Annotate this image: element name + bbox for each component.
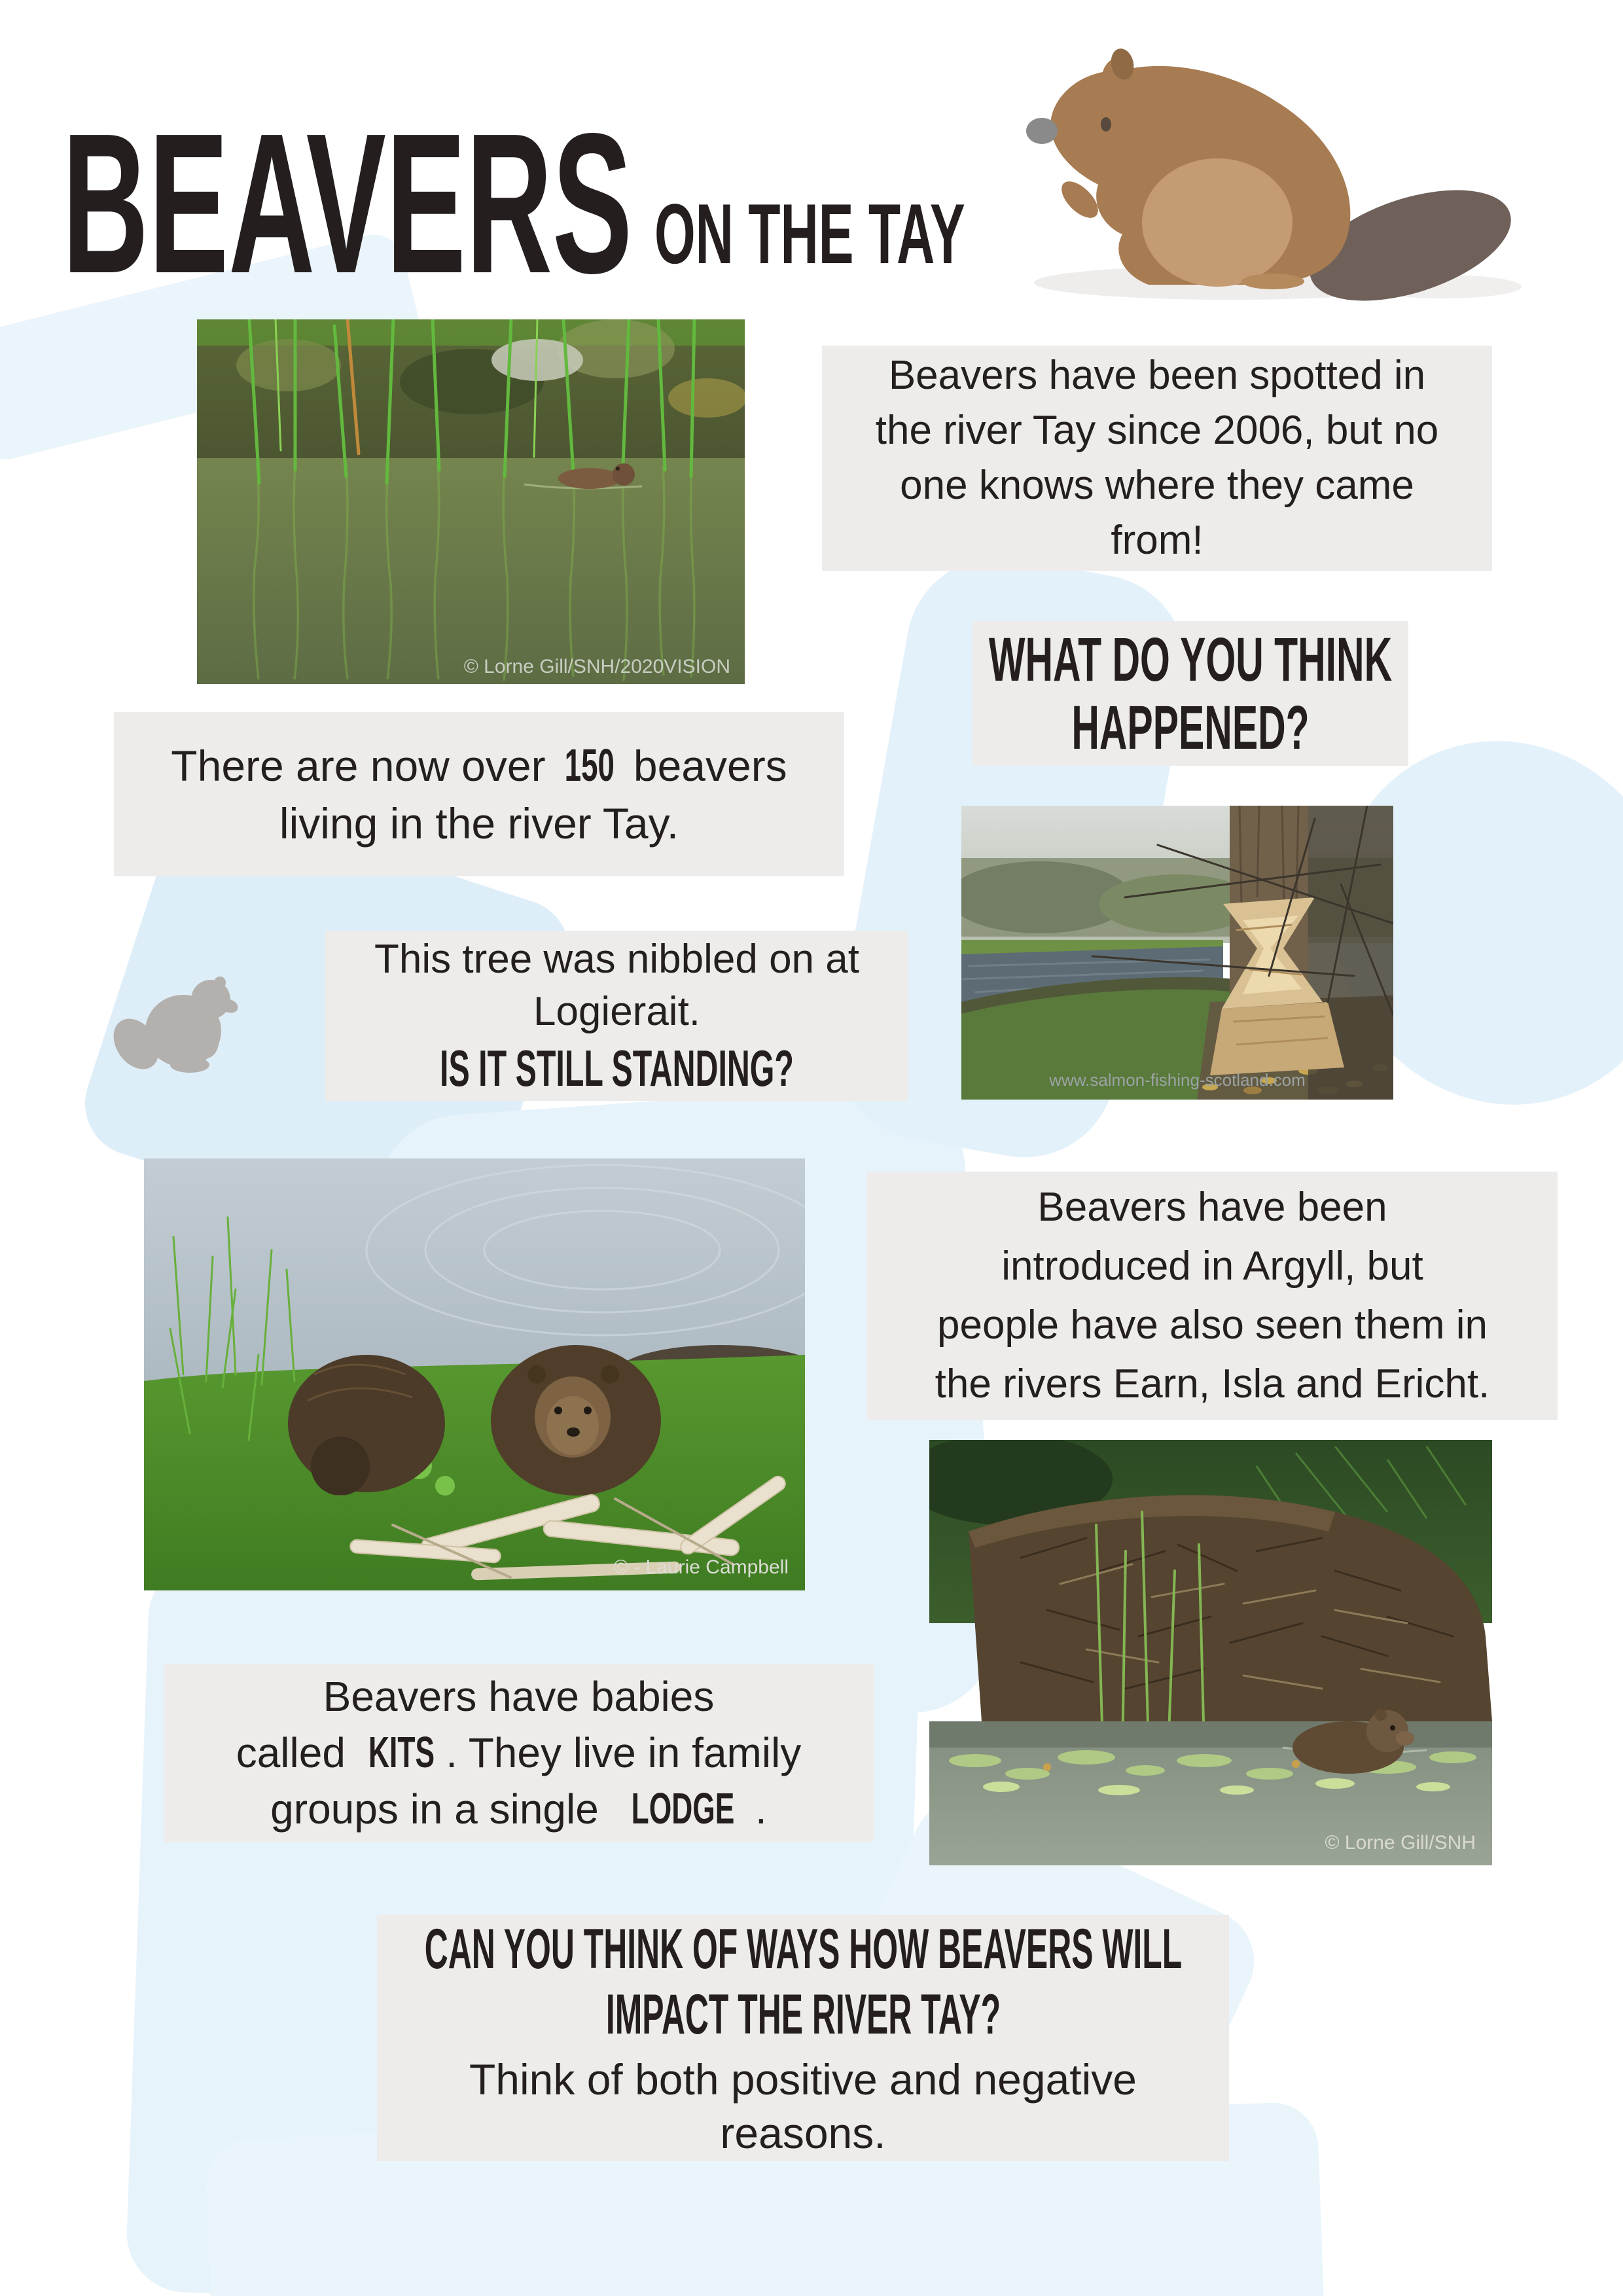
question-subtext: Think of both positive and negative reasons.	[469, 2055, 1137, 2157]
page-title: BEAVERS	[62, 92, 633, 315]
text-line: from!	[1111, 518, 1204, 563]
text-line: Beavers have been	[1037, 1185, 1387, 1230]
textbox-tree-nibbled	[325, 931, 908, 1101]
photo-credit: © - Laurie Campbell	[613, 1556, 789, 1578]
text-line: Beavers have been spotted in	[888, 353, 1426, 398]
text-line: called KITS . They live in family	[164, 1725, 874, 1781]
text-line: Logierait.	[533, 989, 701, 1034]
text-line: the river Tay since 2006, but no	[875, 408, 1439, 453]
text-line: groups in a single LODGE .	[164, 1781, 874, 1837]
textbox-kits-lodge	[164, 1664, 874, 1842]
textbox-impact-question	[377, 1915, 1229, 2161]
highlight-150: 150	[564, 740, 615, 791]
photo-beaver-swimming	[197, 319, 745, 684]
text-line: Beavers have babies	[323, 1673, 715, 1720]
photo-beaver-kits	[144, 1158, 805, 1590]
text-line: the rivers Earn, Isla and Ericht.	[935, 1361, 1490, 1407]
text-line: people have also seen them in	[936, 1302, 1488, 1348]
text-line: There are now over 150 beavers	[114, 736, 844, 795]
beaver-silhouette-icon	[111, 965, 249, 1077]
text-line: one knows where they came	[900, 463, 1414, 508]
text-line: introduced in Argyll, but	[1001, 1244, 1423, 1289]
textbox-argyll	[867, 1172, 1558, 1420]
photo-credit: © Lorne Gill/SNH	[1325, 1832, 1476, 1854]
page-subtitle: ON THE TAY	[654, 186, 965, 281]
beaver-illustration	[982, 26, 1531, 301]
question-heading: IS IT STILL STANDING?	[440, 1039, 794, 1097]
textbox-150-beavers	[114, 712, 844, 876]
photo-gnawed-tree	[961, 806, 1393, 1100]
question-heading: CAN YOU THINK OF WAYS HOW BEAVERS WILL IMPACT THE RIVER TAY?	[424, 1918, 1183, 2046]
highlight-lodge: LODGE	[631, 1784, 735, 1833]
question-heading: WHAT DO YOU THINK HAPPENED?	[988, 624, 1393, 762]
textbox-spotted	[822, 346, 1492, 571]
textbox-what-happened	[972, 621, 1408, 766]
photo-beaver-lodge	[929, 1440, 1492, 1865]
highlight-kits: KITS	[368, 1728, 435, 1777]
text-line: living in the river Tay.	[279, 799, 679, 848]
text-line: This tree was nibbled on at	[374, 937, 859, 982]
photo-credit: © Lorne Gill/SNH/2020VISION	[463, 656, 730, 677]
photo-watermark: www.salmon-fishing-scotland.com	[1049, 1070, 1306, 1090]
